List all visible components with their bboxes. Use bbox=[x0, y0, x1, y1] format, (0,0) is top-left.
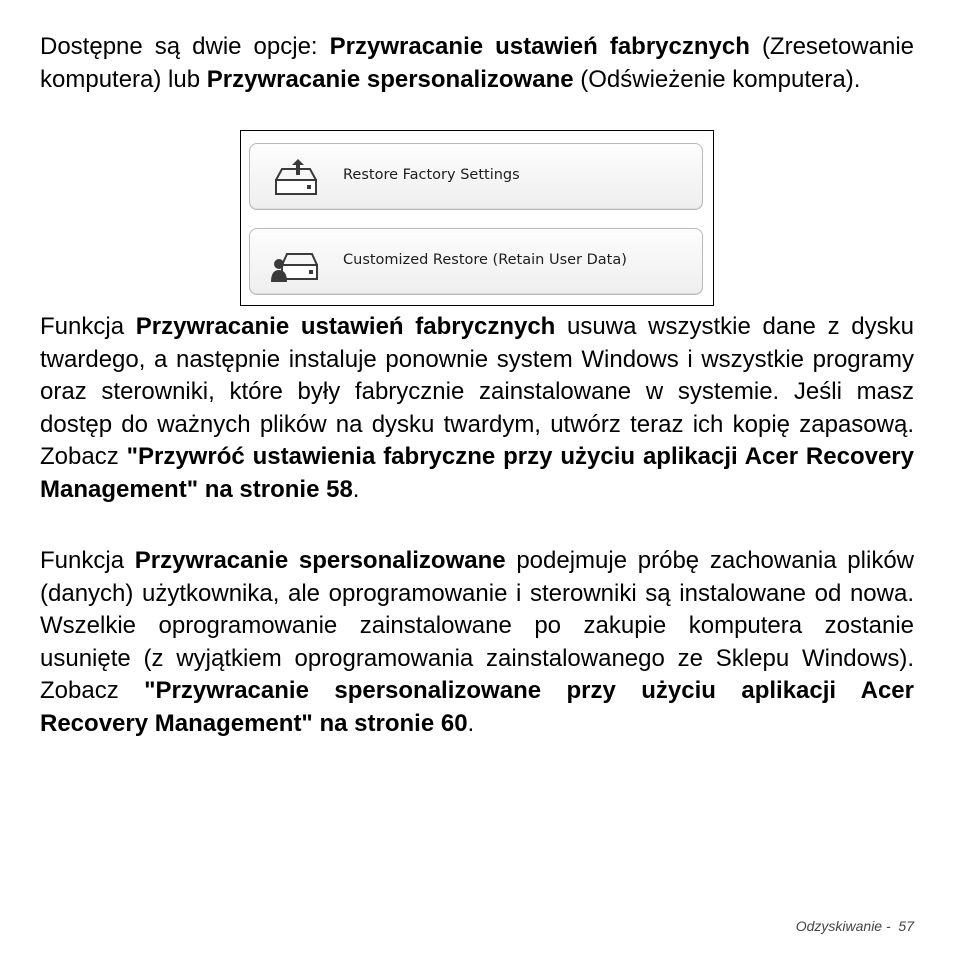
footer-section-name: Odzyskiwanie - bbox=[795, 918, 891, 934]
drive-restore-icon bbox=[270, 153, 322, 199]
intro-text-2: (Zresetowanie komputera) lub bbox=[40, 33, 915, 93]
factory-text-1: Funkcja bbox=[40, 313, 136, 340]
intro-text-1: Dostępne są dwie opcje: bbox=[40, 33, 330, 60]
custom-term: Przywracanie spersonalizowane bbox=[134, 547, 506, 574]
factory-text-2: usuwa wszystkie dane z dysku twardego, a następnie instaluje ponownie system Windows i wszystkie programy oraz sterowniki, które były fabrycznie zainstalowane w systemie. Jeśli masz dostęp do ważnych plików na dysku twardym, utwórz teraz ich kopię zapasową. Zobacz bbox=[40, 313, 915, 470]
intro-text-3: (Odświeżenie komputera). bbox=[573, 65, 861, 93]
intro-custom-term: Przywracanie spersonalizowane bbox=[206, 65, 574, 93]
customized-restore-button[interactable] bbox=[249, 228, 703, 295]
factory-text-3: . bbox=[352, 475, 360, 503]
custom-restore-paragraph bbox=[40, 545, 914, 740]
customized-restore-label: Customized Restore (Retain User Data) bbox=[343, 252, 627, 268]
custom-text-3: . bbox=[467, 709, 475, 737]
restore-factory-settings-button[interactable] bbox=[249, 143, 703, 210]
page-number: 57 bbox=[898, 918, 914, 934]
factory-term: Przywracanie ustawień fabrycznych bbox=[135, 313, 556, 340]
user-drive-icon bbox=[270, 238, 322, 284]
intro-factory-term: Przywracanie ustawień fabrycznych bbox=[329, 33, 750, 60]
restore-options-screenshot bbox=[240, 130, 714, 306]
factory-cross-reference: "Przywróć ustawienia fabryczne przy użyciu aplikacji Acer Recovery Management" na stronie 58 bbox=[40, 443, 914, 503]
page-footer bbox=[796, 918, 914, 934]
factory-restore-paragraph bbox=[40, 311, 914, 506]
intro-paragraph bbox=[40, 31, 914, 96]
restore-factory-settings-label: Restore Factory Settings bbox=[343, 167, 520, 183]
custom-cross-reference: "Przywracanie spersonalizowane przy użyciu aplikacji Acer Recovery Management" na stronie 60 bbox=[40, 677, 914, 737]
custom-text-2: podejmuje próbę zachowania plików (danych) użytkownika, ale oprogramowanie i sterowniki są instalowane od nowa. Wszelkie oprogramowanie zainstalowane po zakupie komputera zostanie usunięte (z wyjątkiem oprogramowania zainstalowanego ze Sklepu Windows). Zobacz bbox=[40, 547, 914, 704]
custom-text-1: Funkcja bbox=[40, 547, 135, 574]
